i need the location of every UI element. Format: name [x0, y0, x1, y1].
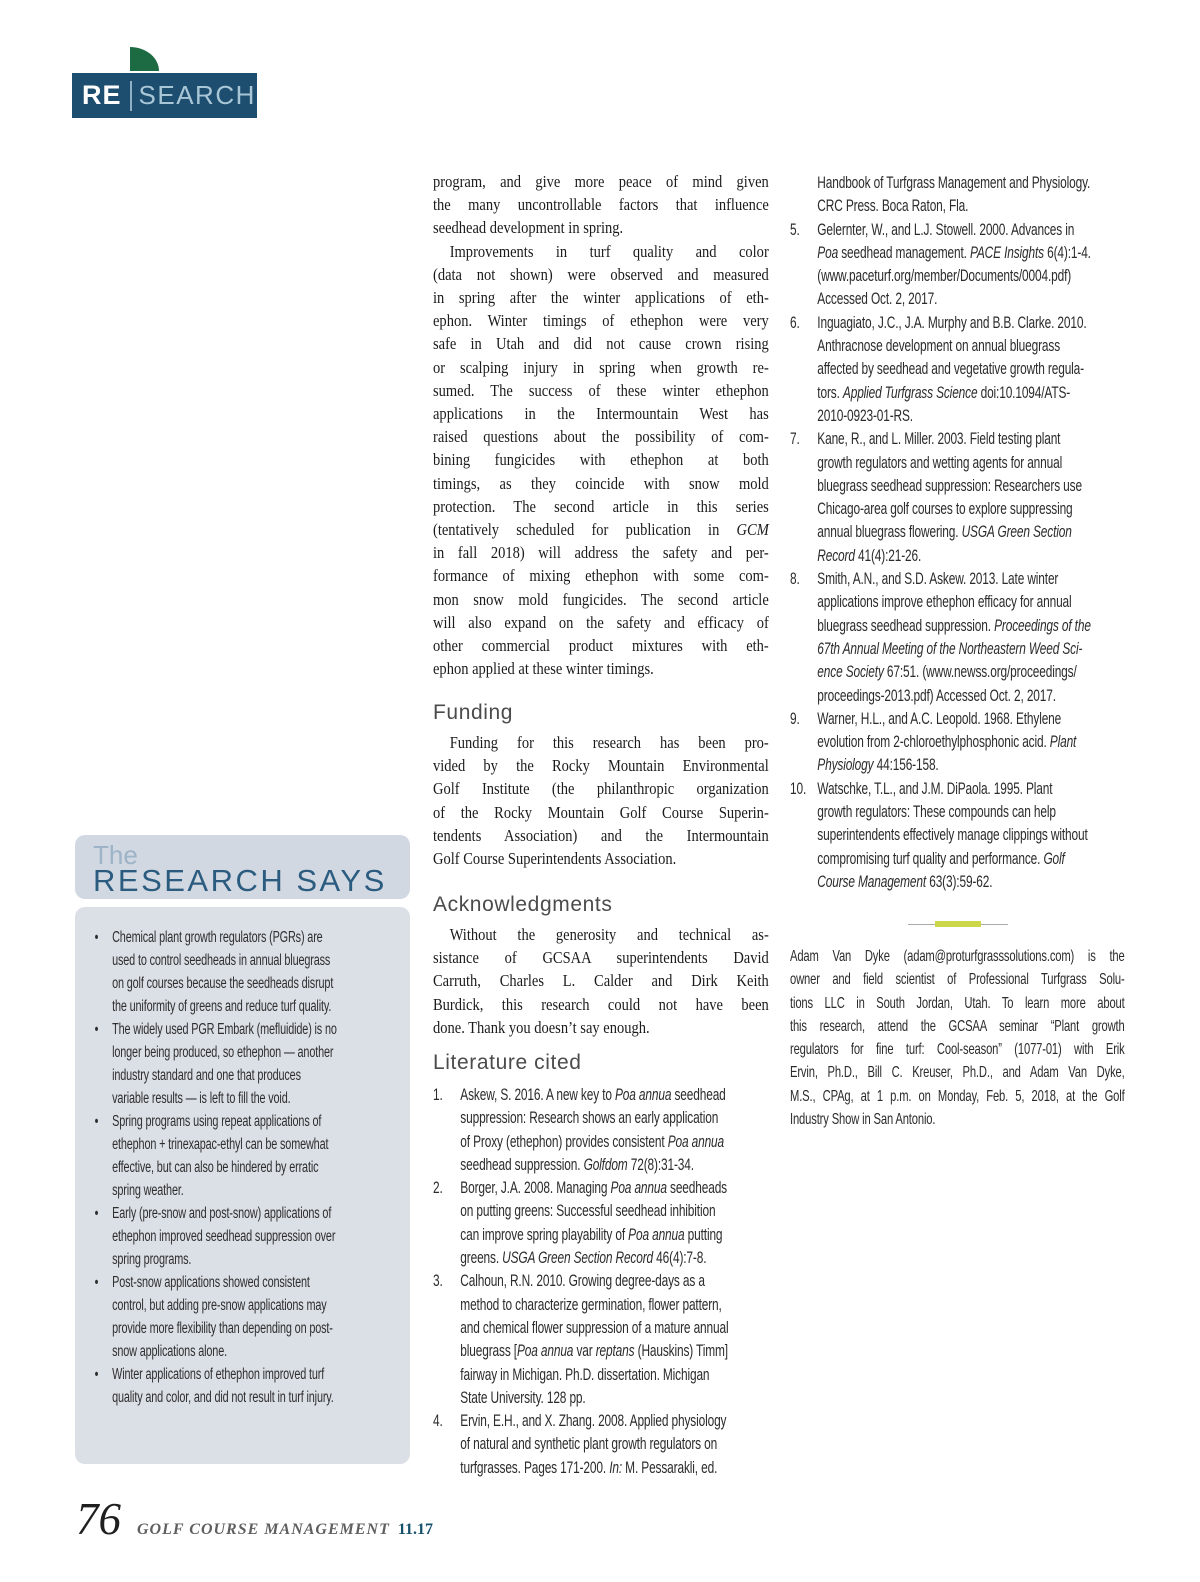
- text-line: turfgrasses. Pages 171-200. In: M. Pessarakli, ed.: [460, 1457, 718, 1477]
- references-right-column: [790, 171, 1200, 893]
- text-line: snow applications alone.: [112, 1343, 227, 1360]
- research-says-bullet-list: [75, 926, 410, 1409]
- text-line: (data not shown) were observed and measured: [433, 264, 769, 284]
- text-line: Chemical plant growth regulators (PGRs) are: [112, 929, 323, 946]
- article-body-column: [433, 170, 815, 680]
- logo-leaf-icon: [130, 47, 159, 71]
- research-says-header-box: [75, 835, 410, 899]
- text-line: safe in Utah and did not cause crown rising: [433, 334, 769, 354]
- bullet-item: [75, 1363, 410, 1409]
- bullet-icon: •: [94, 1021, 99, 1038]
- text-line: effective, but can also be hindered by erratic: [112, 1159, 319, 1176]
- text-line: Post-snow applications showed consistent: [112, 1274, 310, 1291]
- text-line: regulators for fine turf: Cool-season” (1077-01) with Erik: [790, 1041, 1125, 1059]
- text-line: Industry Show in San Antonio.: [790, 1111, 936, 1129]
- text-line: vided by the Rocky Mountain Environmental: [433, 756, 769, 776]
- research-says-bullets-wrap: [75, 926, 553, 1409]
- reference-number: 8.: [790, 569, 800, 589]
- text-line: timings, as they coincide with snow mold: [433, 473, 769, 493]
- literature-cited-heading: Literature cited: [433, 1051, 582, 1074]
- text-line: Winter applications of ethephon improved turf: [112, 1366, 325, 1383]
- issue-number: 11.17: [397, 1521, 433, 1538]
- text-line: the many uncontrollable factors that influence: [433, 195, 769, 215]
- text-line: Inguagiato, J.C., J.A. Murphy and B.B. Clarke. 2010.: [817, 312, 1087, 332]
- text-line: done. Thank you doesn’t say enough.: [433, 1017, 650, 1037]
- text-line: CRC Press. Boca Raton, Fla.: [817, 196, 969, 216]
- bullet-icon: •: [94, 1113, 99, 1130]
- text-line: Gelernter, W., and L.J. Stowell. 2000. Advances in: [817, 219, 1075, 239]
- text-line: spring weather.: [112, 1182, 184, 1199]
- page-footer: [76, 1494, 433, 1544]
- text-line: applications improve ethephon efficacy for annual: [817, 592, 1072, 612]
- text-line: formance of mixing ethephon with some com-: [433, 566, 769, 586]
- reference-item: [790, 311, 1125, 427]
- text-line: tendents Association) and the Intermountain: [433, 825, 769, 845]
- text-line: Warner, H.L., and A.C. Leopold. 1968. Ethylene: [817, 708, 1062, 728]
- text-line: this research, attend the GCSAA seminar “Plant growth: [790, 1017, 1125, 1035]
- logo-re-text: RE: [82, 80, 122, 110]
- text-line: Chicago-area golf courses to explore suppressing: [817, 499, 1073, 519]
- text-line: (www.paceturf.org/member/Documents/0004.pdf): [817, 266, 1072, 286]
- text-line: 2010-0923-01-RS.: [817, 405, 913, 425]
- text-line: bluegrass seedhead suppression. Proceedings of the: [817, 615, 1091, 635]
- text-line: greens. USGA Green Section Record 46(4):7-8.: [460, 1248, 707, 1268]
- text-line: Record 41(4):21-26.: [817, 545, 922, 565]
- reference-number: 6.: [790, 312, 800, 332]
- text-line: bluegrass seedhead suppression: Researchers use: [817, 475, 1082, 495]
- bullet-icon: •: [94, 1205, 99, 1222]
- text-line: Kane, R., and L. Miller. 2003. Field testing plant: [817, 429, 1061, 449]
- reference-number: 9.: [790, 708, 800, 728]
- text-line: Ervin, E.H., and X. Zhang. 2008. Applied physiology: [460, 1411, 727, 1431]
- bullet-icon: •: [94, 929, 99, 946]
- text-line: fairway in Michigan. Ph.D. dissertation. Michigan: [460, 1364, 710, 1384]
- page-number: 76: [76, 1494, 121, 1544]
- divider-accent-bar: [935, 921, 981, 927]
- text-line: or scalping injury in spring when growth re-: [433, 357, 769, 377]
- text-line: compromising turf quality and performance. Golf: [817, 848, 1065, 868]
- text-line: ence Society 67:51. (www.newss.org/proceedings/: [817, 662, 1077, 682]
- text-line: Calhoun, R.N. 2010. Growing degree-days as a: [460, 1271, 705, 1291]
- text-line: Poa seedhead management. PACE Insights 6(4):1-4.: [817, 242, 1091, 262]
- text-line: on golf courses because the seedheads disrupt: [112, 975, 334, 992]
- reference-item: [790, 777, 1125, 893]
- text-line: evolution from 2-chloroethylphosphonic acid. Plant: [817, 732, 1077, 752]
- research-says-title-the: The: [93, 840, 138, 870]
- magazine-name: GOLF COURSE MANAGEMENT: [137, 1521, 390, 1538]
- reference-item: [790, 567, 1125, 707]
- text-line: growth regulators: These compounds can help: [817, 802, 1056, 822]
- reference-number: 2.: [433, 1178, 443, 1198]
- text-line: longer being produced, so ethephon — another: [112, 1044, 334, 1061]
- text-line: annual bluegrass flowering. USGA Green Section: [817, 522, 1072, 542]
- text-line: Without the generosity and technical as-: [449, 925, 769, 944]
- text-line: provide more flexibility than depending on post-: [112, 1320, 333, 1337]
- reference-number: 1.: [433, 1085, 443, 1104]
- funding-heading: Funding: [433, 701, 514, 724]
- text-line: suppression: Research shows an early application: [460, 1108, 719, 1128]
- text-line: ethephon improved seedhead suppression over: [112, 1228, 336, 1245]
- research-says-body-box: [75, 907, 410, 1464]
- text-line: Carruth, Charles L. Calder and Dirk Keith: [433, 971, 769, 991]
- text-line: 67th Annual Meeting of the Northeastern Weed Sci-: [817, 638, 1083, 658]
- reference-number: 7.: [790, 429, 800, 449]
- text-line: affected by seedhead and vegetative growth regula-: [817, 359, 1084, 379]
- acknowledgments-heading: Acknowledgments: [433, 893, 613, 916]
- text-line: tions LLC in South Jordan, Utah. To learn more about: [790, 994, 1125, 1012]
- text-line: method to characterize germination, flower pattern,: [460, 1294, 722, 1314]
- text-line: Funding for this research has been pro-: [449, 733, 769, 752]
- research-says-title-main: RESEARCH SAYS: [93, 863, 387, 898]
- text-line: owner and field scientist of Professional Turfgrass Solu-: [790, 971, 1125, 989]
- reference-number: 5.: [790, 219, 800, 239]
- text-line: State University. 128 pp.: [460, 1387, 586, 1407]
- reference-item: [433, 1409, 768, 1479]
- author-bio-block: [790, 945, 1200, 1131]
- bullet-item: [75, 1110, 410, 1202]
- reference-number: 10.: [790, 778, 807, 798]
- bullet-item: [75, 926, 410, 1018]
- text-line: bining fungicides with ethephon at both: [433, 450, 769, 470]
- text-line: seedhead suppression. Golfdom 72(8):31-34.: [460, 1154, 694, 1174]
- text-line: seedhead development in spring.: [433, 218, 624, 238]
- text-line: Accessed Oct. 2, 2017.: [817, 289, 938, 309]
- text-line: spring programs.: [112, 1251, 192, 1268]
- text-line: Early (pre-snow and post-snow) applications of: [112, 1205, 332, 1222]
- reference-item: [790, 707, 1125, 777]
- text-line: M.S., CPAg, at 1 p.m. on Monday, Feb. 5, 2018, at the Golf: [790, 1087, 1125, 1105]
- text-line: will also expand on the safety and efficacy of: [433, 612, 769, 632]
- bullet-item: [75, 1202, 410, 1271]
- text-line: in spring after the winter applications of eth-: [433, 288, 769, 308]
- text-line: Adam Van Dyke (adam@proturfgrasssolutions.com) is the: [790, 948, 1125, 965]
- text-line: bluegrass [Poa annua var reptans (Hauskins) Timm]: [460, 1341, 728, 1361]
- funding-section: [433, 731, 815, 870]
- text-line: Smith, A.N., and S.D. Askew. 2013. Late winter: [817, 569, 1059, 589]
- text-line: used to control seedheads in annual bluegrass: [112, 952, 331, 969]
- text-line: The widely used PGR Embark (mefluidide) is no: [112, 1021, 337, 1038]
- text-line: Anthracnose development on annual bluegrass: [817, 336, 1061, 356]
- text-line: of natural and synthetic plant growth regulators on: [460, 1434, 718, 1454]
- author-bio-text: [790, 945, 1125, 1131]
- text-line: Improvements in turf quality and color: [449, 241, 769, 261]
- text-line: the uniformity of greens and reduce turf quality.: [112, 998, 332, 1015]
- text-line: can improve spring playability of Poa annua putting: [460, 1224, 723, 1244]
- bullet-icon: •: [94, 1366, 99, 1383]
- bullet-item: [75, 1271, 410, 1363]
- text-line: and chemical flower suppression of a mature annual: [460, 1317, 729, 1337]
- logo-search-text: SEARCH: [138, 80, 256, 110]
- text-line: variable results — is left to fill the void.: [112, 1090, 291, 1107]
- reference-item: [790, 218, 1125, 311]
- reference-item: [790, 427, 1125, 567]
- text-line: quality and color, and did not result in turf injury.: [112, 1389, 334, 1406]
- text-line: ephon applied at these winter timings.: [433, 659, 654, 679]
- text-line: protection. The second article in this series: [433, 496, 769, 516]
- text-line: industry standard and one that produces: [112, 1067, 301, 1084]
- research-logo: [72, 73, 257, 118]
- text-line: Course Management 63(3):59-62.: [817, 871, 993, 891]
- text-line: Golf Institute (the philanthropic organization: [433, 779, 769, 799]
- bullet-icon: •: [94, 1274, 99, 1291]
- text-line: growth regulators and wetting agents for annual: [817, 452, 1063, 472]
- reference-number: 3.: [433, 1271, 443, 1291]
- references-right-list: [790, 171, 1125, 893]
- section-divider: [908, 919, 1008, 929]
- text-line: sistance of GCSAA superintendents David: [433, 948, 769, 968]
- article-body-text: [433, 170, 769, 680]
- text-line: Askew, S. 2016. A new key to Poa annua seedhead: [460, 1085, 726, 1104]
- text-line: Borger, J.A. 2008. Managing Poa annua seedheads: [460, 1178, 727, 1198]
- text-line: Handbook of Turfgrass Management and Physiology.: [817, 173, 1091, 192]
- logo-divider: [130, 81, 132, 111]
- text-line: control, but adding pre-snow applications may: [112, 1297, 327, 1314]
- text-line: sumed. The success of these winter ethephon: [433, 380, 769, 400]
- text-line: mon snow mold fungicides. The second article: [433, 589, 769, 609]
- text-line: on putting greens: Successful seedhead inhibition: [460, 1201, 716, 1221]
- bullet-item: [75, 1018, 410, 1110]
- text-line: proceedings-2013.pdf) Accessed Oct. 2, 2017.: [817, 685, 1056, 705]
- text-line: superintendents effectively manage clippings without: [817, 825, 1088, 845]
- text-line: of the Rocky Mountain Golf Course Superin-: [433, 802, 769, 822]
- text-line: applications in the Intermountain West has: [433, 404, 769, 424]
- text-line: other commercial product mixtures with eth-: [433, 636, 769, 656]
- funding-text: [433, 731, 769, 870]
- text-line: ethephon + trinexapac-ethyl can be somewhat: [112, 1136, 329, 1153]
- text-line: Ervin, Ph.D., Bill C. Kreuser, Ph.D., and Adam Van Dyke,: [790, 1064, 1125, 1082]
- text-line: of Proxy (ethephon) provides consistent Poa annua: [460, 1131, 725, 1151]
- text-line: program, and give more peace of mind given: [433, 172, 769, 191]
- text-line: raised questions about the possibility of com-: [433, 427, 769, 447]
- reference-item: [790, 171, 1125, 218]
- text-line: Spring programs using repeat applications of: [112, 1113, 322, 1130]
- text-line: Physiology 44:156-158.: [817, 755, 939, 775]
- text-line: in fall 2018) will address the safety and per-: [433, 543, 769, 563]
- reference-number: 4.: [433, 1411, 443, 1431]
- text-line: Golf Course Superintendents Association.: [433, 849, 677, 869]
- text-line: Watschke, T.L., and J.M. DiPaola. 1995. Plant: [817, 778, 1053, 798]
- text-line: Burdick, this research could not have been: [433, 994, 769, 1014]
- text-line: tors. Applied Turfgrass Science doi:10.1094/ATS-: [817, 382, 1071, 402]
- text-line: ephon. Winter timings of ethephon were very: [433, 311, 769, 331]
- text-line: (tentatively scheduled for publication in GCM: [433, 520, 769, 540]
